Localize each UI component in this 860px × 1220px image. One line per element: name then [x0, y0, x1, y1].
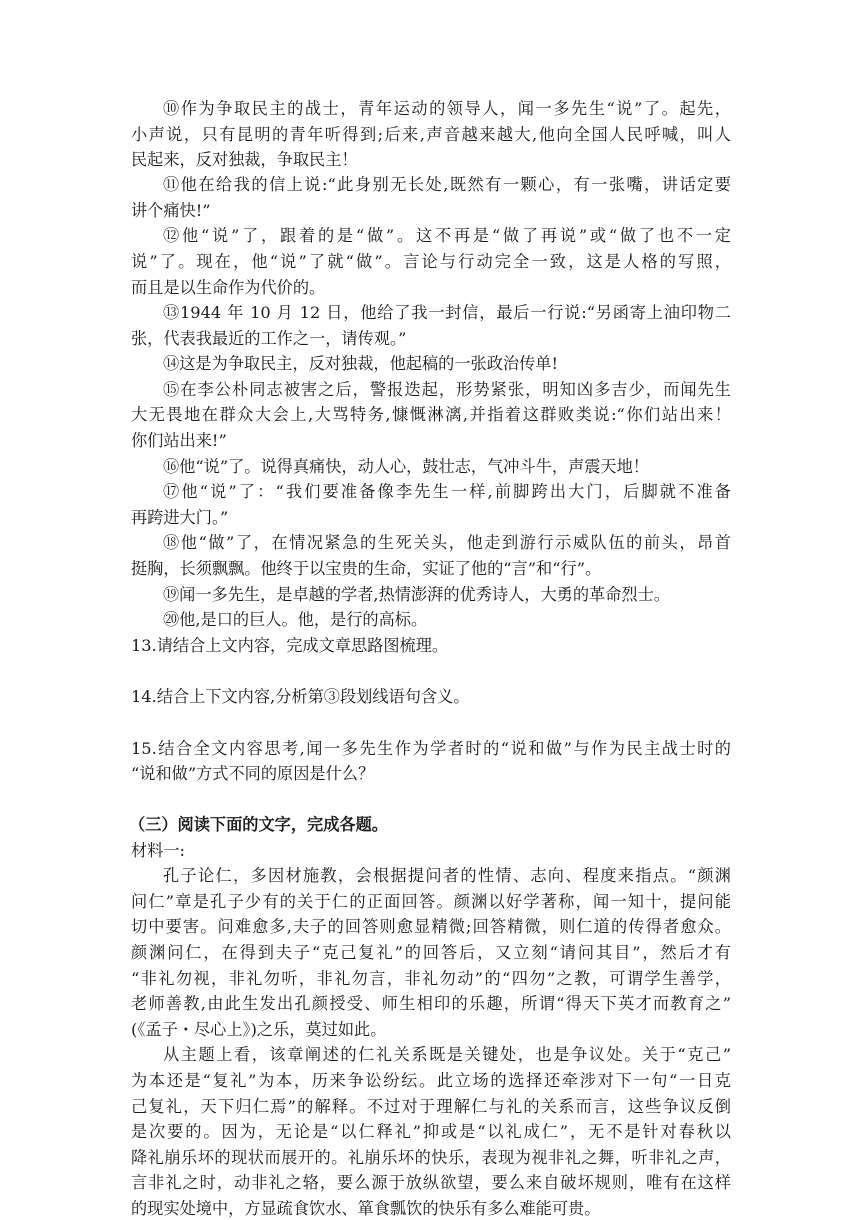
text-line: (《孟子・尽心上》)之乐，莫过如此。: [131, 1020, 387, 1039]
text-line: （三）阅读下面的文字，完成各题。: [129, 815, 388, 834]
text-line: 你们站出来!”: [131, 431, 227, 450]
text-line: 13.请结合上文内容，完成文章思路图梳理。: [131, 636, 449, 655]
text-line: 14.结合上下文内容,分析第③段划线语句含义。: [131, 687, 470, 706]
text-line: 再跨进大门。”: [131, 508, 229, 527]
text-line: 问仁”章是孔子少有的关于仁的正面回答。颜渊以好学著称，闻一知十，提问能: [131, 892, 731, 911]
text-line: 挺胸，长须飘飘。他终于以宝贵的生命，实证了他的“言”和“行”。: [131, 559, 602, 578]
text-line: 己复礼，天下归仁焉”的解释。不过对于理解仁与礼的关系而言，这些争议反倒: [131, 1097, 731, 1116]
text-line: ⑯他“说”了。说得真痛快，动人心，鼓壮志，气冲斗牛，声震天地！: [163, 457, 649, 476]
text-line: 切中要害。问难愈多,夫子的回答则愈显精微;回答精微，则仁道的传得者愈众。: [131, 917, 731, 936]
text-line: 小声说，只有昆明的青年听得到;后来,声音越来越大,他向全国人民呼喊，叫人: [131, 125, 731, 144]
text-line: ⑮在李公朴同志被害之后，警报迭起，形势紧张，明知凶多吉少，而闻先生: [163, 380, 731, 399]
text-line: “说和做”方式不同的原因是什么？: [131, 764, 375, 783]
text-line: ⑬1944 年 10 月 12 日，他给了我一封信，最后一行说:“另函寄上油印物二: [163, 303, 731, 322]
text-line: 材料一:: [131, 841, 186, 860]
text-line: 为本还是“复礼”为本，历来争讼纷纭。此立场的选择还牵涉对下一句“一日克: [131, 1071, 731, 1090]
text-line: ⑳他,是口的巨人。他，是行的高标。: [163, 610, 428, 629]
text-line: ⑰他“说”了：“我们要准备像李先生一样,前脚跨出大门，后脚就不准备: [163, 482, 731, 501]
text-line: 而且是以生命作为代价的。: [131, 278, 326, 297]
text-line: 民起来，反对独裁，争取民主！: [131, 150, 358, 169]
text-line: 张，代表我最近的工作之一，请传观。”: [131, 329, 407, 348]
text-line: ⑲闻一多先生，是卓越的学者,热情澎湃的优秀诗人，大勇的革命烈士。: [163, 585, 670, 604]
text-line: 大无畏地在群众大会上,大骂特务,慷慨淋漓,并指着这群败类说:“你们站出来！: [131, 405, 731, 424]
text-line: 老师善教,由此生发出孔颜授受、师生相印的乐趣，所谓“得天下英才而教育之”: [131, 994, 731, 1013]
text-line: 说”了。现在，他“说”了就“做”。言论与行动完全一致，这是人格的写照，: [131, 252, 731, 271]
text-line: 颜渊问仁，在得到夫子“克己复礼”的回答后，又立刻“请问其目”，然后才有: [131, 943, 731, 962]
text-line: 是次要的。因为，无论是“以仁释礼”抑或是“以礼成仁”，无不是针对春秋以: [131, 1122, 731, 1141]
text-line: 言非礼之时，动非礼之辂，要么源于放纵欲望，要么来自破坏规则，唯有在这样: [131, 1173, 731, 1192]
text-line: ⑩作为争取民主的战士，青年运动的领导人，闻一多先生“说”了。起先，: [163, 99, 731, 118]
text-line: ⑫他“说”了，跟着的是“做”。这不再是“做了再说”或“做了也不一定: [163, 226, 731, 245]
text-line: 的现实处境中，方显疏食饮水、箪食瓢饮的快乐有多么难能可贵。: [131, 1199, 601, 1218]
text-line: 讲个痛快!”: [131, 201, 211, 220]
text-line: ⑭这是为争取民主，反对独裁，他起稿的一张政治传单!: [163, 354, 559, 373]
text-line: ⑪他在给我的信上说:“此身别无长处,既然有一颗心，有一张嘴，讲话定要: [163, 175, 731, 194]
text-line: ⑱他“做”了，在情况紧急的生死关头，他走到游行示威队伍的前头，昂首: [163, 533, 731, 552]
text-line: 从主题上看，该章阐述的仁礼关系既是关键处，也是争议处。关于“克己”: [163, 1045, 731, 1064]
text-line: “非礼勿视，非礼勿听，非礼勿言，非礼勿动”的“四勿”之教，可谓学生善学，: [131, 969, 731, 988]
text-line: 15.结合全文内容思考,闻一多先生作为学者时的“说和做”与作为民主战士时的: [131, 739, 731, 758]
text-line: 孔子论仁，多因材施教，会根据提问者的性情、志向、程度来指点。“颜渊: [163, 866, 731, 885]
text-line: 降礼崩乐坏的现状而展开的。礼崩乐坏的快乐，表现为视非礼之舞，听非礼之声，: [131, 1148, 731, 1167]
